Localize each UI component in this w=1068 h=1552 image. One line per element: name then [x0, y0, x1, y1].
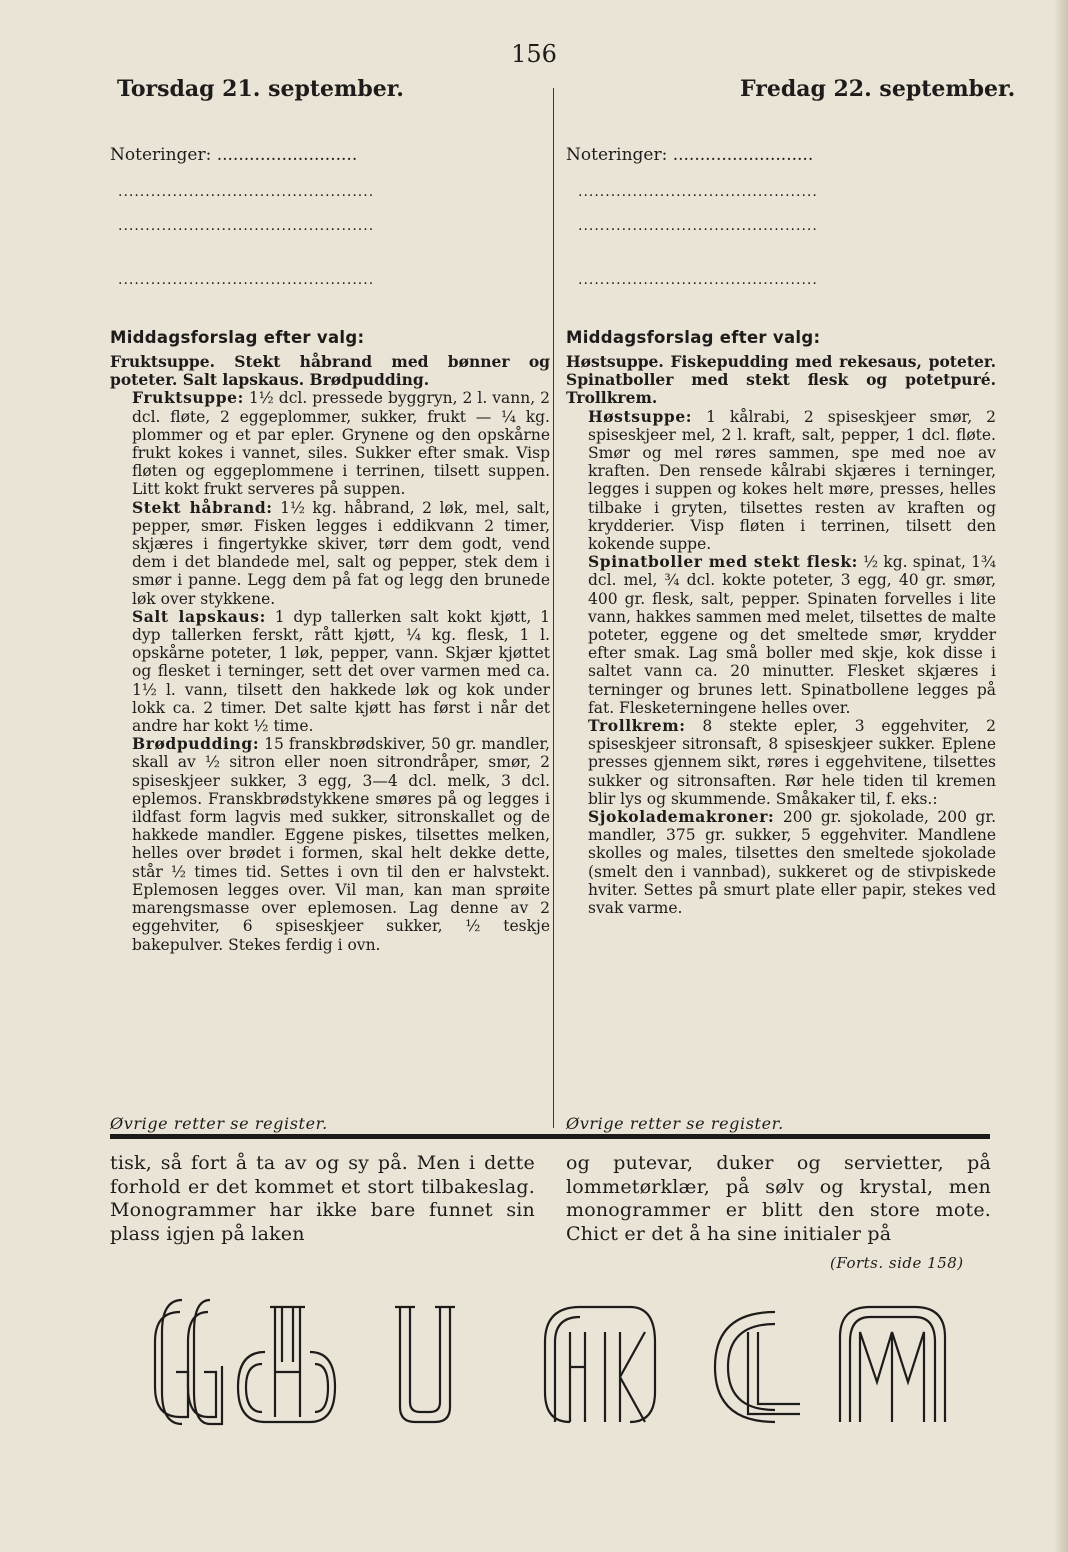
notes-blank-line: ............................................... — [118, 272, 375, 288]
notes-blank-line: ............................................ — [578, 218, 818, 234]
monogram-hk — [545, 1307, 655, 1422]
register-note: Øvrige retter se register. — [566, 1114, 784, 1133]
dinner-heading: Middagsforslag efter valg: — [110, 328, 365, 347]
recipe-paragraph — [566, 717, 996, 808]
recipe-title: Spinatboller med stekt flesk: — [588, 552, 858, 572]
column-divider — [553, 88, 554, 1128]
recipe-paragraph — [110, 608, 550, 735]
recipe-title: Salt lapskaus: — [132, 606, 266, 626]
dinner-heading: Middagsforslag efter valg: — [566, 328, 821, 347]
recipe-title: Fruktsuppe: — [132, 388, 244, 408]
day-title-friday: Fredag 22. september. — [740, 76, 1016, 102]
recipe-paragraph — [566, 408, 996, 554]
notes-blank-line: ............................................ — [578, 272, 818, 288]
notes-label: Noteringer: — [110, 145, 212, 165]
notes-field — [110, 140, 550, 170]
monogram-j — [395, 1307, 455, 1422]
recipe-paragraph — [566, 553, 996, 717]
notes-dots: .......................... — [216, 145, 358, 165]
recipe-body: 8 stekte epler, 3 eggehviter, 2 spiseskjeer sitronsaft, 8 spiseskjeer sukker. Eplene presses gjennem sikt, røres i eggehvitene, tilsettes sukker og sitronsaften. Rør hele tiden til kremen blir lys og skummende. Småkaker til, f. eks.: — [588, 717, 996, 808]
recipe-title: Sjokolademakroner: — [588, 807, 775, 827]
menu-intro: Høstsuppe. Fiskepudding med rekesaus, poteter. Spinatboller med stekt flesk og potetpuré. Trollkrem. — [566, 352, 996, 408]
notes-blank-lines — [566, 256, 996, 286]
recipe-body: ½ kg. spinat, 1¾ dcl. mel, ¾ dcl. kokte poteter, 3 egg, 40 gr. smør, 400 gr. flesk, salt, pepper. Spinaten forvelles i lite vann, hakkes sammen med melet, tilsettes de malte poteter, eggene og det smeltede smør, krydder efter smak. Lag små boller med skje, kok disse i saltet vann ca. 20 minutter. Flesket skjæres i terninger og brunes lett. Spinatbollene legges på fat. Flesketerningene helles over. — [588, 553, 996, 717]
recipe-text — [566, 353, 996, 917]
monogram-gg — [155, 1300, 222, 1424]
recipe-paragraph — [110, 499, 550, 608]
notes-blank-line: ............................................... — [118, 218, 375, 234]
notes-dots: .......................... — [672, 145, 814, 165]
notes-blank-lines — [110, 218, 550, 256]
recipe-title: Høstsuppe: — [588, 406, 693, 426]
article-text-left: tisk, så fort å ta av og sy på. Men i dette forhold er det kommet et stort tilbakeslag. Monogrammer har ikke bare funnet sin plass igjen på laken — [110, 1152, 535, 1245]
register-note: Øvrige retter se register. — [110, 1114, 328, 1133]
monogram-illustrations — [150, 1292, 1010, 1432]
recipe-text — [110, 353, 550, 954]
recipe-title: Brødpudding: — [132, 734, 260, 754]
monogram-cl — [715, 1312, 800, 1422]
column-thursday — [110, 140, 550, 1133]
recipe-body: 200 gr. sjokolade, 200 gr. mandler, 375 gr. sukker, 5 eggehviter. Mandlene skolles og males, tilsettes den smeltede sjokolade (smelt den i vannbad), sukkeret og de stivpiskede hviter. Settes på smurt plate eller papir, stekes ved svak varme. — [588, 808, 996, 918]
recipe-paragraph — [566, 808, 996, 917]
day-title-thursday: Torsdag 21. september. — [117, 76, 404, 102]
recipe-body: 1 kålrabi, 2 spiseskjeer smør, 2 spiseskjeer mel, 2 l. kraft, salt, pepper, 1 dcl. fløte. Smør og mel røres sammen, spe med noe av kraften. Den rensede kålrabi skjæres i terninger, legges i suppen og kokes helt møre, presses, helles tilbake i gryten, tilsettes resten av kraften og krydderier. Visp fløten i terrinen, tilsett den kokende suppe. — [588, 407, 996, 554]
notes-blank-line: ............................................ — [578, 184, 818, 200]
continuation-note: (Forts. side 158) — [830, 1254, 964, 1272]
page-number: 156 — [511, 40, 557, 68]
recipe-paragraph — [110, 389, 550, 498]
recipe-title: Stekt håbrand: — [132, 497, 273, 517]
notes-blank-line: ............................................... — [118, 184, 375, 200]
section-rule — [110, 1134, 990, 1139]
column-friday — [566, 140, 996, 1133]
recipe-paragraph — [110, 735, 550, 953]
monogram-h — [238, 1307, 335, 1422]
recipe-body: 1½ dcl. pressede byggryn, 2 l. vann, 2 dcl. fløte, 2 eggeplommer, sukker, frukt — ¼ kg. plommer og et par epler. Grynene og den opskårne frukt kokes i vannet, siles. Sukker efter smak. Visp fløten og eggeplommene i terrinen, tilsett suppen. Litt kokt frukt serveres på suppen. — [132, 389, 550, 499]
notes-field — [566, 140, 996, 170]
page-edge — [1054, 0, 1068, 1552]
notes-label: Noteringer: — [566, 145, 668, 165]
recipe-body: 15 franskbrødskiver, 50 gr. mandler, skall av ½ sitron eller noen sitrondråper, smør, 2 spiseskjeer sukker, 3 egg, 3—4 dcl. melk, 3 dcl. eplemos. Franskbrødstykkene smøres på og legges i ildfast form lagvis med sukker, sitronskallet og de hakkede mandler. Eggene piskes, tilsettes melken, helles over brødet i formen, skal helt dekke dette, står ½ times tid. Settes i ovn til den er halvstekt. Eplemosen legges over. Vil man, kan man sprøite marengsmasse over eplemosen. Lag denne av 2 eggehviter, 6 spiseskjeer sukker, ½ teskje bakepulver. Stekes ferdig i ovn. — [132, 735, 550, 954]
menu-intro: Fruktsuppe. Stekt håbrand med bønner og poteter. Salt lapskaus. Brødpudding. — [110, 352, 550, 390]
recipe-body: 1 dyp tallerken salt kokt kjøtt, 1 dyp tallerken ferskt, rått kjøtt, ¼ kg. flesk, 1 l. opskårne poteter, 1 løk, pepper, vann. Skjær kjøttet og flesket i terninger, sett det over varmen med ca. 1½ l. vann, tilsett den hakkede løk og kok under lokk ca. 2 timer. Det salte kjøtt has først i når det andre har kokt ½ time. — [132, 607, 550, 736]
notes-blank-lines — [110, 256, 550, 286]
recipe-title: Trollkrem: — [588, 716, 686, 736]
notes-blank-lines — [566, 218, 996, 256]
monogram-mm — [840, 1307, 945, 1422]
article-text-right: og putevar, duker og servietter, på lommetørklær, på sølv og krystal, men monogrammer er blitt den store mote. Chict er det å ha sine initialer på — [566, 1152, 991, 1245]
recipe-body: 1½ kg. håbrand, 2 løk, mel, salt, pepper, smør. Fisken legges i eddikvann 2 timer, skjæres i fingertykke skiver, tørr dem godt, vend dem i det blandede mel, salt og pepper, stek dem i smør i panne. Legg dem på fat og legg den brunede løk over stykkene. — [132, 498, 550, 608]
